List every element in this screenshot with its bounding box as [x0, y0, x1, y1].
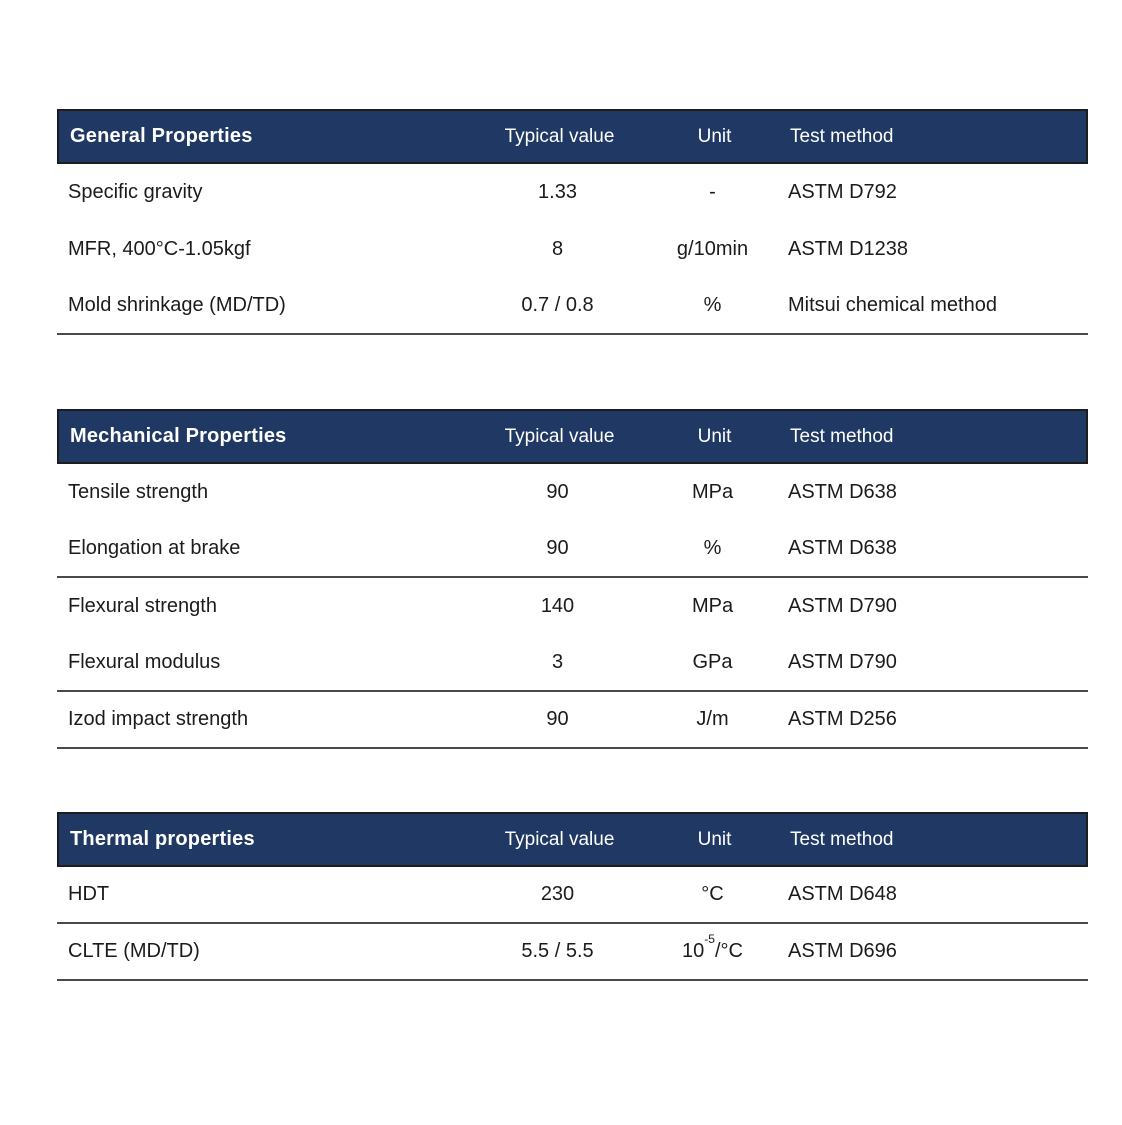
- column-header-typical-value: Typical value: [504, 425, 615, 447]
- table-row: [57, 521, 1088, 578]
- test-method-value: ASTM D256: [788, 708, 897, 730]
- table-header-bar: [57, 409, 1088, 464]
- unit-exponent: -5: [704, 931, 715, 946]
- column-header-unit: Unit: [697, 425, 732, 447]
- property-name: Flexural modulus: [68, 651, 221, 673]
- typical-value: 140: [540, 595, 575, 617]
- test-method-value: ASTM D790: [788, 595, 897, 617]
- table-row: [57, 924, 1088, 981]
- table-title: General Properties: [70, 125, 253, 147]
- table-row: [57, 867, 1088, 924]
- table-body: [57, 464, 1088, 749]
- test-method-value: ASTM D648: [788, 883, 897, 905]
- unit-value: MPa: [691, 595, 734, 617]
- table-mechanical-properties: [57, 409, 1088, 749]
- unit-rest: /°C: [714, 940, 743, 962]
- typical-value: 230: [540, 883, 575, 905]
- unit-value: °C: [701, 883, 724, 905]
- table-body: [57, 867, 1088, 981]
- table-header-bar: [57, 812, 1088, 867]
- unit-value: GPa: [692, 651, 733, 673]
- test-method-value: ASTM D790: [788, 651, 897, 673]
- unit-value: [665, 931, 760, 963]
- table-row: [57, 578, 1088, 635]
- test-method-value: Mitsui chemical method: [788, 294, 997, 316]
- property-name: CLTE (MD/TD): [68, 940, 200, 962]
- column-header-typical-value: Typical value: [504, 828, 615, 850]
- column-header-typical-value: Typical value: [504, 125, 615, 147]
- property-name: Tensile strength: [68, 481, 209, 503]
- typical-value: 5.5 / 5.5: [521, 940, 594, 962]
- unit-value: g/10min: [676, 238, 749, 260]
- unit-value: -: [709, 181, 716, 203]
- property-name: Mold shrinkage (MD/TD): [68, 294, 286, 316]
- column-header-unit: Unit: [697, 828, 732, 850]
- property-name: MFR, 400°C-1.05kgf: [68, 238, 251, 260]
- table-header-bar: [57, 109, 1088, 164]
- unit-value: MPa: [691, 481, 734, 503]
- table-row: [57, 464, 1088, 521]
- table-row: [57, 692, 1088, 749]
- unit-value: J/m: [696, 708, 729, 730]
- table-title: Thermal properties: [70, 828, 255, 850]
- column-header-test-method: Test method: [790, 425, 894, 447]
- test-method-value: ASTM D696: [788, 940, 897, 962]
- typical-value: 1.33: [538, 181, 577, 203]
- typical-value: 90: [546, 537, 569, 559]
- property-name: Flexural strength: [68, 595, 217, 617]
- unit-value: %: [703, 537, 722, 559]
- table-body: [57, 164, 1088, 335]
- typical-value: 90: [546, 481, 569, 503]
- table-row: [57, 278, 1088, 335]
- table-title: Mechanical Properties: [70, 425, 287, 447]
- property-name: Specific gravity: [68, 181, 203, 203]
- table-row: [57, 164, 1088, 221]
- property-name: Elongation at brake: [68, 537, 241, 559]
- table-row: [57, 635, 1088, 692]
- unit-value: %: [703, 294, 722, 316]
- test-method-value: ASTM D1238: [788, 238, 909, 260]
- test-method-value: ASTM D638: [788, 537, 897, 559]
- test-method-value: ASTM D638: [788, 481, 897, 503]
- table-general-properties: [57, 109, 1088, 335]
- typical-value: 3: [551, 651, 564, 673]
- typical-value: 90: [546, 708, 569, 730]
- typical-value: 8: [551, 238, 564, 260]
- column-header-test-method: Test method: [790, 125, 894, 147]
- column-header-test-method: Test method: [790, 828, 894, 850]
- typical-value: 0.7 / 0.8: [521, 294, 594, 316]
- property-name: HDT: [68, 883, 110, 905]
- test-method-value: ASTM D792: [788, 181, 897, 203]
- property-name: Izod impact strength: [68, 708, 249, 730]
- column-header-unit: Unit: [697, 125, 732, 147]
- unit-base: 10: [682, 940, 705, 962]
- table-thermal-properties: [57, 812, 1088, 981]
- table-row: [57, 221, 1088, 278]
